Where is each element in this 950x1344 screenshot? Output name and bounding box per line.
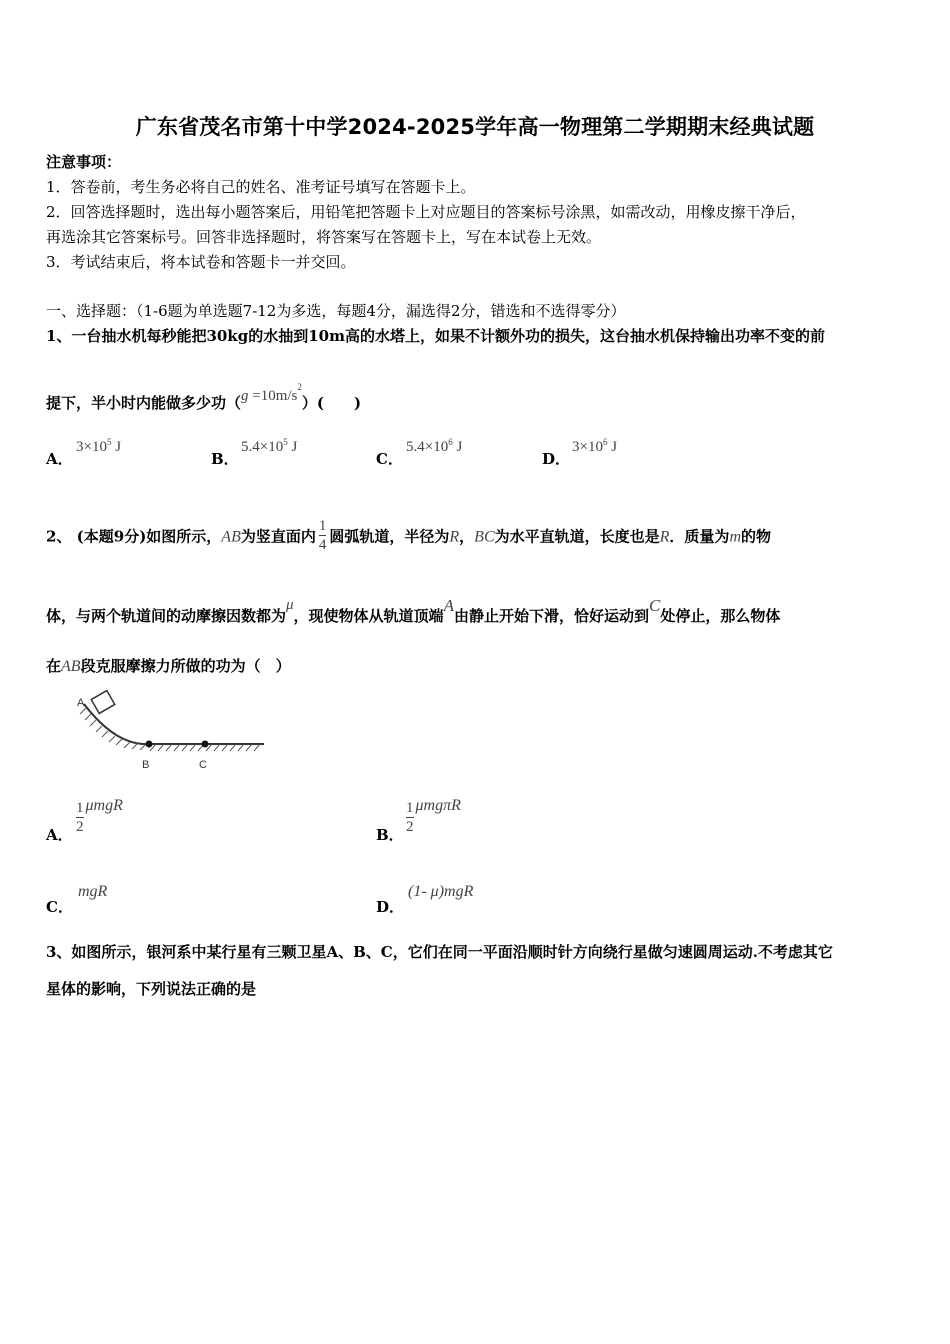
page-title: 广东省茂名市第十中学2024-2025学年高一物理第二学期期末经典试题: [135, 115, 815, 139]
question-1-line-2: [46, 382, 362, 414]
notice-item-1: 1．答卷前，考生务必将自己的姓名、准考证号填写在答题卡上。: [46, 178, 476, 196]
q1-option-a: $3\times 10^5$ J: [76, 437, 122, 455]
q1-option-d: $3\times 10^6$ J: [572, 437, 618, 455]
question-3-line-2: 星体的影响，下列说法正确的是: [46, 980, 257, 998]
point-c: [202, 741, 209, 748]
q1-option-a-label: A．: [46, 450, 73, 468]
q2-option-c-label: C．: [46, 898, 73, 916]
q2-option-b-label: B．: [376, 826, 404, 844]
question-1-bracket: ）( ): [301, 394, 362, 412]
q2-option-a: $\frac{1}{2}$ μmgR: [76, 797, 123, 835]
notice-item-2-line-2: 再选涂其它答案标号。回答非选择题时，将答案写在答题卡上，写在本试卷上无效。: [46, 228, 602, 246]
notice-heading: 注意事项：: [46, 153, 122, 171]
question-1-text: 提下，半小时内能做多少功（: [46, 394, 242, 412]
question-2-line-1: 2、 (本题9分)如图所示，AB为竖直面内 $\frac{1}{4}$ 圆弧轨道，半径为R，BC为水平直轨道，长度也是R．质量为m的物: [46, 518, 772, 553]
q1-option-d-label: D．: [542, 450, 571, 468]
section-heading: 一、选择题：（1-6题为单选题7-12为多选，每题4分，漏选得2分，错选和不选得零分）: [46, 302, 626, 320]
label-a: A: [77, 697, 85, 709]
label-c: C: [199, 759, 207, 771]
q2-option-d-label: D．: [376, 898, 405, 916]
question-3-line-1: 3、如图所示，银河系中某行星有三颗卫星A、B、C，它们在同一平面沿顺时针方向绕行星做匀速圆周运动.不考虑其它: [46, 943, 833, 961]
question-2-line-3: 在AB段克服摩擦力所做的功为（ ）: [46, 657, 291, 675]
sliding-block: [91, 691, 115, 714]
question-2-line-2: 体，与两个轨道间的动摩擦因数都为μ，现使物体从轨道顶端A由静止开始下滑，恰好运动到C处停止，那么物体: [46, 596, 781, 625]
gravity-value: =10m/s: [248, 388, 298, 404]
track-diagram: [44, 688, 270, 774]
notice-item-3: 3．考试结束后，将本试卷和答题卡一并交回。: [46, 253, 356, 271]
q1-option-b-label: B．: [211, 450, 239, 468]
notice-item-2-line-1: 2．回答选择题时，选出每小题答案后，用铅笔把答题卡上对应题目的答案标号涂黑，如需改动，用橡皮擦干净后，: [46, 203, 806, 221]
q2-option-b: $\frac{1}{2}$ μmgπR: [406, 797, 461, 835]
gravity-exponent: 2: [297, 382, 302, 392]
point-b: [146, 741, 153, 748]
question-1-line-1: 1、一台抽水机每秒能把30kg的水抽到10m高的水塔上，如果不计额外功的损失，这台抽水机保持输出功率不变的前: [46, 327, 825, 345]
q2-option-d: (1- μ)mgR: [408, 883, 474, 900]
curved-track-ab: [84, 704, 149, 744]
q2-option-a-label: A．: [46, 826, 73, 844]
q1-option-c: $5.4\times 10^6$ J: [406, 437, 463, 455]
q1-option-c-label: C．: [376, 450, 403, 468]
label-b: B: [142, 759, 150, 771]
q2-option-c: mgR: [78, 883, 108, 900]
q1-option-b: $5.4\times 10^5$ J: [241, 437, 298, 455]
gravity-symbol: g: [241, 388, 249, 404]
